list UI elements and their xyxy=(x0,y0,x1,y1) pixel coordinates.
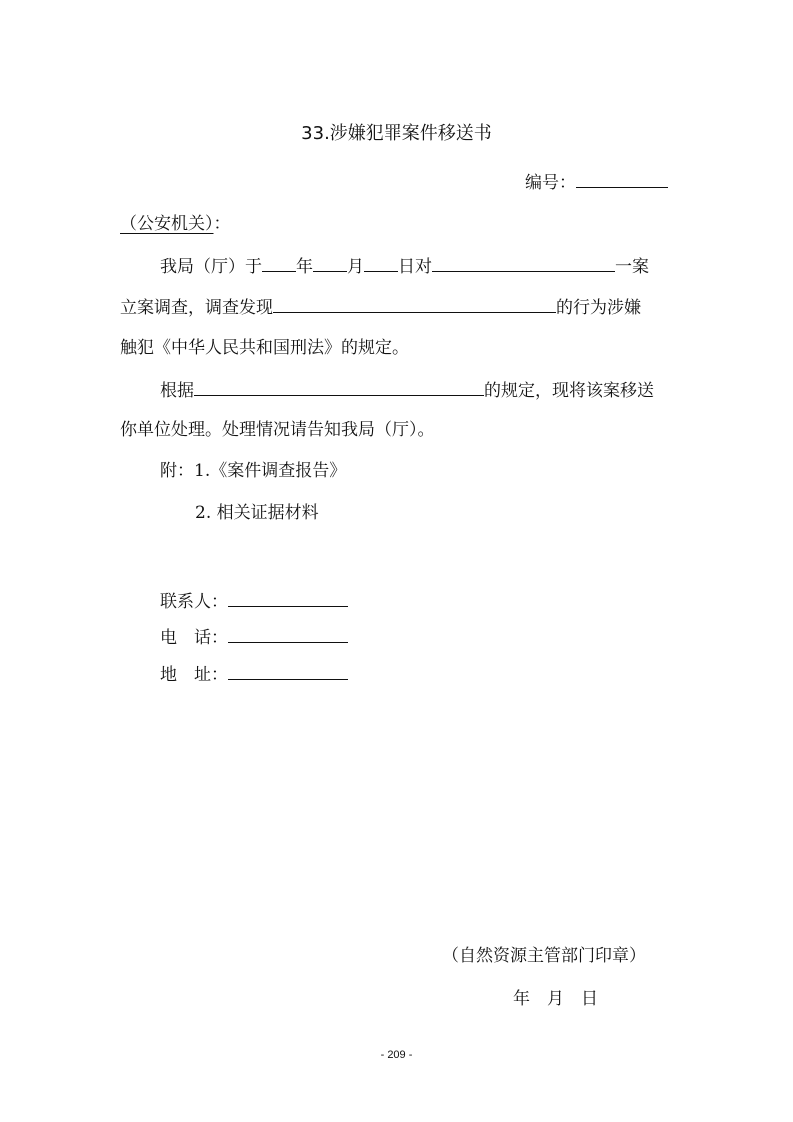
contact-address-label: 地 址： xyxy=(160,665,228,685)
contact-phone-label: 电 话： xyxy=(160,628,228,648)
year-label: 年 xyxy=(296,257,313,277)
document-title: 33.涉嫌犯罪案件移送书 xyxy=(301,123,492,144)
contact-person-blank[interactable] xyxy=(228,588,348,607)
contact-phone-row xyxy=(160,624,348,650)
number-blank[interactable] xyxy=(576,169,668,188)
para2-line2: 你单位处理。处理情况请告知我局（厅）。 xyxy=(120,420,435,440)
month-blank[interactable] xyxy=(313,253,347,272)
subject-blank[interactable] xyxy=(432,253,615,272)
para1-line2 xyxy=(120,294,641,320)
month-label: 月 xyxy=(347,257,364,277)
suspected-text: 的行为涉嫌 xyxy=(556,298,641,318)
attachments-line1 xyxy=(160,459,346,483)
addressee-colon: ： xyxy=(213,214,231,234)
para1-investigation-text: 立案调查，调查发现 xyxy=(120,298,273,318)
date-line: 年 月 日 xyxy=(513,989,598,1009)
attachment-item-1: 1.《案件调查报告》 xyxy=(194,461,347,481)
basis-blank[interactable] xyxy=(194,377,484,396)
day-blank[interactable] xyxy=(364,253,398,272)
basis-label: 根据 xyxy=(160,381,194,401)
para1-line1 xyxy=(160,253,649,279)
addressee-line xyxy=(120,212,231,236)
page-number: - 209 - xyxy=(380,1049,413,1061)
number-label: 编号： xyxy=(525,173,576,193)
contact-address-row xyxy=(160,661,348,687)
attachment-item-2: 2. 相关证据材料 xyxy=(195,503,319,523)
day-label: 日对 xyxy=(398,257,432,277)
para1-text-start: 我局（厅）于 xyxy=(160,257,262,277)
addressee: （公安机关） xyxy=(120,214,214,234)
contact-phone-blank[interactable] xyxy=(228,624,348,643)
para1-line3: 触犯《中华人民共和国刑法》的规定。 xyxy=(120,338,409,358)
finding-blank[interactable] xyxy=(273,294,556,313)
transfer-text: 的规定，现将该案移送 xyxy=(484,381,654,401)
year-blank[interactable] xyxy=(262,253,296,272)
seal-note: （自然资源主管部门印章） xyxy=(442,946,646,966)
para2-line1 xyxy=(160,377,654,403)
contact-address-blank[interactable] xyxy=(228,661,348,680)
attachments-label: 附： xyxy=(160,461,194,481)
contact-person-label: 联系人： xyxy=(160,592,228,612)
contact-person-row xyxy=(160,588,348,614)
case-label: 一案 xyxy=(615,257,649,277)
number-field xyxy=(525,169,668,195)
